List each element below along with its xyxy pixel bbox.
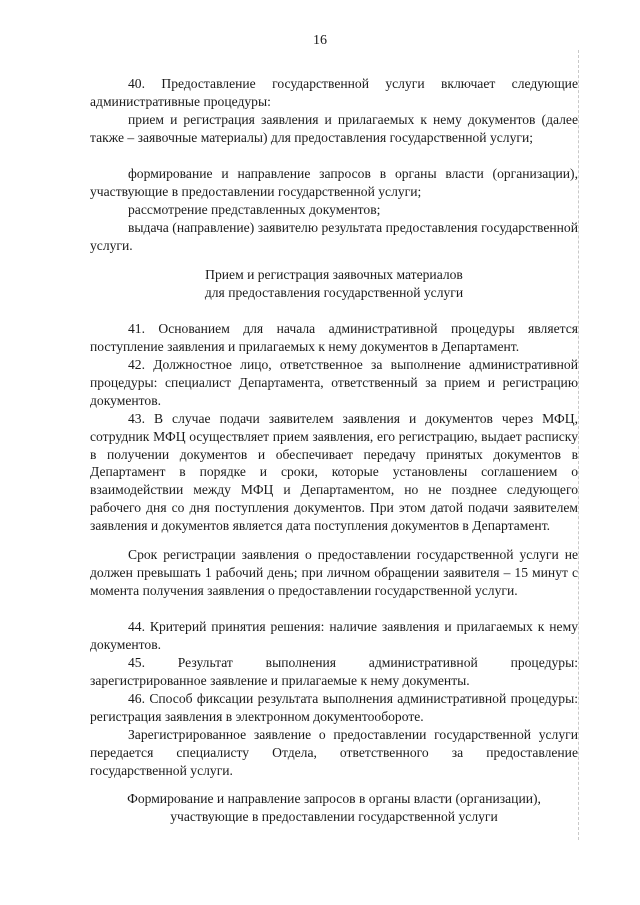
paragraph-40-item-4: выдача (направление) заявителю результата предоставления государственной услуги. [90,220,578,253]
paragraph-43: 43. В случае подачи заявителем заявления и документов через МФЦ, сотрудник МФЦ осуществляет прием заявления, его регистрацию, выдает расписку в получении документов и обеспечивает передачу принятых документов в Департамент в порядке и сроки, которые установлены соглашением о взаимодействии между МФЦ и Департаментом, но не позднее следующего рабочего дня со дня поступления документов. При этом датой подачи заявителем заявления и документов является дата поступления документов в Департамент. [90,411,578,533]
paragraph-43-deadline: Срок регистрации заявления о предоставлении государственной услуги не должен превышать 1 рабочий день; при личном обращении заявителя – 15 минут с момента получения заявления о предоставлении государственной услуги. [90,547,578,598]
heading-line-1: Формирование и направление запросов в органы власти (организации), [127,791,541,806]
heading-line-1: Прием и регистрация заявочных материалов [205,267,463,282]
paragraph-46: 46. Способ фиксации результата выполнения административной процедуры: регистрация заявления в электронном документообороте. [90,691,578,724]
paragraph-44: 44. Критерий принятия решения: наличие заявления и прилагаемых к нему документов. [90,619,578,652]
paragraph-40-item-2: формирование и направление запросов в органы власти (организации), участвующие в предоставлении государственной услуги; [90,166,578,199]
section-heading-requests [90,790,578,826]
page-number: 16 [313,33,327,48]
heading-line-2: для предоставления государственной услуги [204,285,464,300]
heading-line-2: участвующие в предоставлении государственной услуги [170,809,498,824]
paragraph-40-intro: 40. Предоставление государственной услуги включает следующие административные процедуры: [90,76,578,109]
paragraph-42: 42. Должностное лицо, ответственное за выполнение административной процедуры: специалист Департамента, ответственный за прием и регистрацию документов. [90,357,578,408]
scan-artifact-line [578,50,579,840]
paragraph-46-transfer: Зарегистрированное заявление о предоставлении государственной услуги передается специалисту Отдела, ответственного за предоставление государственной услуги. [90,727,578,778]
paragraph-45: 45. Результат выполнения административной процедуры: зарегистрированное заявление и прилагаемые к нему документы. [90,655,578,688]
paragraph-40-item-3: рассмотрение представленных документов; [128,202,381,217]
paragraph-40-item-1: прием и регистрация заявления и прилагаемых к нему документов (далее также – заявочные материалы) для предоставления государственной услуги; [90,112,578,145]
paragraph-41: 41. Основанием для начала административной процедуры является поступление заявления и прилагаемых к нему документов в Департамент. [90,321,578,354]
section-heading-reception [90,266,578,302]
